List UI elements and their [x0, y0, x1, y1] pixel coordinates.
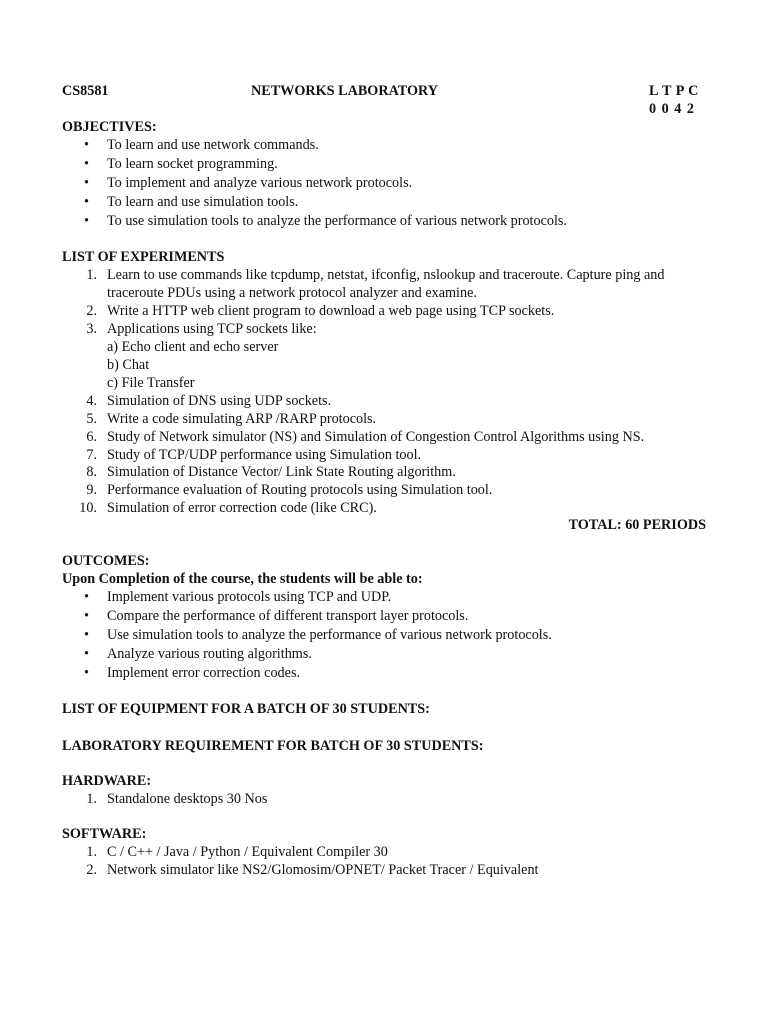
list-item: 1. Standalone desktops 30 Nos	[86, 791, 268, 807]
list-item: 6. Study of Network simulator (NS) and Simulation of Congestion Control Algorithms using NS.	[86, 428, 645, 445]
list-item: 9. Performance evaluation of Routing protocols using Simulation tool.	[86, 481, 493, 498]
list-item: • Compare the performance of different transport layer protocols.	[62, 607, 552, 626]
objectives-list	[62, 136, 567, 231]
list-item: • To learn socket programming.	[62, 155, 567, 174]
lab-requirement-heading: LABORATORY REQUIREMENT FOR BATCH OF 30 STUDENTS:	[62, 738, 484, 754]
course-title: NETWORKS LABORATORY	[251, 83, 438, 99]
list-item: 7. Study of TCP/UDP performance using Simulation tool.	[86, 446, 422, 463]
outcomes-intro: Upon Completion of the course, the students will be able to:	[62, 571, 423, 587]
equipment-heading: LIST OF EQUIPMENT FOR A BATCH OF 30 STUDENTS:	[62, 701, 430, 717]
ltpc-label: L T P C	[649, 83, 699, 99]
list-item: • Use simulation tools to analyze the performance of various network protocols.	[62, 626, 552, 645]
list-item: 2. Network simulator like NS2/Glomosim/OPNET/ Packet Tracer / Equivalent	[86, 862, 539, 878]
experiments-heading: LIST OF EXPERIMENTS	[62, 249, 225, 265]
list-item: 10. Simulation of error correction code (like CRC).	[79, 499, 377, 516]
course-code: CS8581	[62, 83, 109, 99]
hardware-list	[62, 790, 267, 808]
list-item: 5. Write a code simulating ARP /RARP protocols.	[86, 410, 377, 427]
list-item: • To implement and analyze various network protocols.	[62, 174, 567, 193]
software-heading: SOFTWARE:	[62, 826, 147, 842]
list-item: 8. Simulation of Distance Vector/ Link State Routing algorithm.	[86, 464, 456, 480]
list-item: 1. C / C++ / Java / Python / Equivalent Compiler 30	[86, 844, 388, 860]
ltpc-values: 0 0 4 2	[649, 101, 696, 117]
software-list	[62, 843, 539, 879]
total-periods: TOTAL: 60 PERIODS	[568, 517, 706, 533]
list-item: • To learn and use network commands.	[62, 136, 567, 155]
outcomes-list	[62, 588, 552, 683]
experiments-list	[62, 266, 665, 517]
hardware-heading: HARDWARE:	[62, 773, 152, 789]
list-item: 1. Learn to use commands like tcpdump, netstat, ifconfig, nslookup and traceroute. Capture ping and traceroute PDUs using a network protocol analyzer and examine.	[86, 267, 665, 301]
list-item: • To use simulation tools to analyze the performance of various network protocols.	[62, 212, 567, 231]
list-item: 4. Simulation of DNS using UDP sockets.	[86, 392, 332, 409]
objectives-heading: OBJECTIVES:	[62, 119, 157, 135]
list-item: 3. Applications using TCP sockets like: a) Echo client and echo server b) Chat c) File Transfer	[86, 320, 317, 391]
list-item: • Analyze various routing algorithms.	[62, 645, 552, 664]
list-item: 2. Write a HTTP web client program to download a web page using TCP sockets.	[86, 303, 555, 319]
list-item: • To learn and use simulation tools.	[62, 193, 567, 212]
list-item: • Implement error correction codes.	[62, 664, 552, 683]
list-item: • Implement various protocols using TCP and UDP.	[62, 588, 552, 607]
outcomes-heading: OUTCOMES:	[62, 553, 150, 569]
